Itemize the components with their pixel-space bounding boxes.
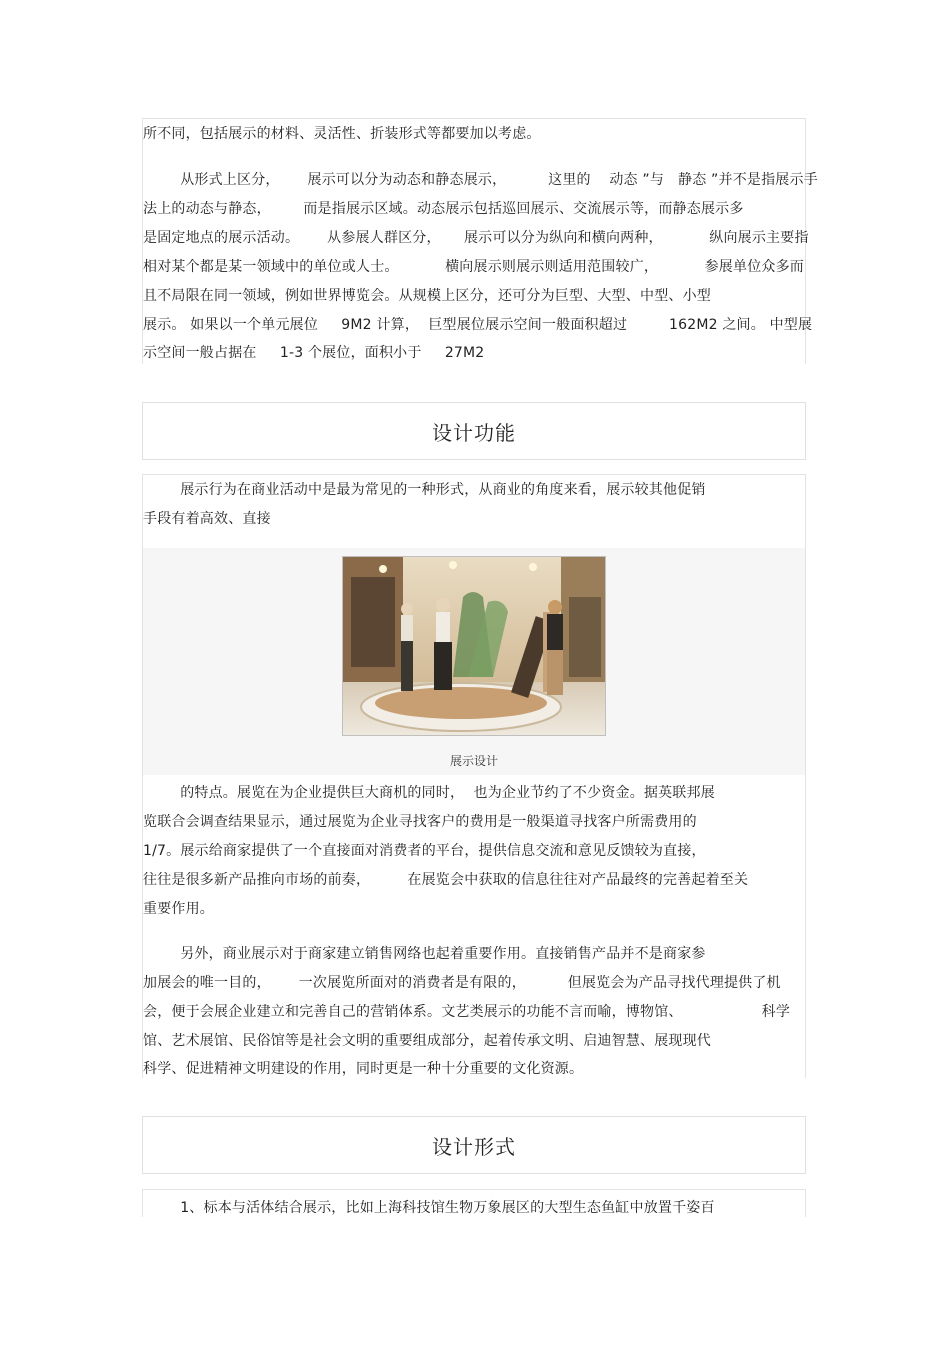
paragraph-line: 展示行为在商业活动中是最为常见的一种形式，从商业的角度来看，展示较其他促销: [143, 482, 706, 498]
paragraph-line: 是固定地点的展示活动。 从参展人群区分， 展示可以分为纵向和横向两种， 纵向展示主要指: [143, 230, 809, 246]
paragraph-line: 的特点。展览在为企业提供巨大商机的同时， 也为企业节约了不少资金。据英联邦展: [143, 785, 715, 801]
paragraph-line: 往往是很多新产品推向市场的前奏， 在展览会中获取的信息往往对产品最终的完善起着至关: [143, 872, 749, 888]
exhibition-photo-illustration: [343, 557, 606, 736]
paragraph-line: 1、标本与活体结合展示，比如上海科技馆生物万象展区的大型生态鱼缸中放置千姿百: [143, 1200, 715, 1216]
paragraph-line: 从形式上区分， 展示可以分为动态和静态展示， 这里的 动态 ”与 静态 ”并不是指展示手: [143, 172, 818, 188]
paragraph-line: 示空间一般占据在 1-3 个展位，面积小于 27M2: [143, 345, 485, 361]
section-heading: 设计形式: [432, 1134, 516, 1159]
paragraph-line: 加展会的唯一目的， 一次展览所面对的消费者是有限的， 但展览会为产品寻找代理提供了机: [143, 975, 781, 991]
paragraph-line: 另外，商业展示对于商家建立销售网络也起着重要作用。直接销售产品并不是商家参: [143, 946, 706, 962]
section-heading-box: [142, 1116, 806, 1174]
figure-caption: 展示设计: [449, 754, 498, 768]
paragraph-line: 览联合会调查结果显示，通过展览为企业寻找客户的费用是一般渠道寻找客户所需费用的: [143, 814, 697, 830]
paragraph-line: 1/7。展示给商家提供了一个直接面对消费者的平台，提供信息交流和意见反馈较为直接，: [143, 843, 706, 859]
paragraph-line: 相对某个都是某一领域中的单位或人士。 横向展示则展示则适用范围较广， 参展单位众多而: [143, 259, 805, 275]
section-heading-box: [142, 402, 806, 460]
section-heading: 设计功能: [432, 420, 516, 445]
paragraph-line: 手段有着高效、直接: [143, 511, 271, 527]
paragraph-line: 会，便于会展企业建立和完善自己的营销体系。文艺类展示的功能不言而喻，博物馆、 科学: [143, 1004, 791, 1020]
paragraph-line: 所不同，包括展示的材料、灵活性、折装形式等都要加以考虑。: [143, 126, 541, 142]
paragraph-line: 科学、促进精神文明建设的作用，同时更是一种十分重要的文化资源。: [143, 1061, 584, 1077]
paragraph-line: 展示。 如果以一个单元展位 9M2 计算， 巨型展位展示空间一般面积超过 162M2 之间。 中型展: [143, 317, 813, 333]
paragraph-line: 法上的动态与静态， 而是指展示区域。动态展示包括巡回展示、交流展示等，而静态展示多: [143, 201, 744, 217]
paragraph-line: 且不局限在同一领域，例如世界博览会。从规模上区分，还可分为巨型、大型、中型、小型: [143, 288, 711, 304]
paragraph-line: 馆、艺术展馆、民俗馆等是社会文明的重要组成部分，起着传承文明、启迪智慧、展现现代: [143, 1033, 711, 1049]
exhibition-photo: [342, 556, 606, 736]
paragraph-line: 重要作用。: [143, 901, 214, 917]
